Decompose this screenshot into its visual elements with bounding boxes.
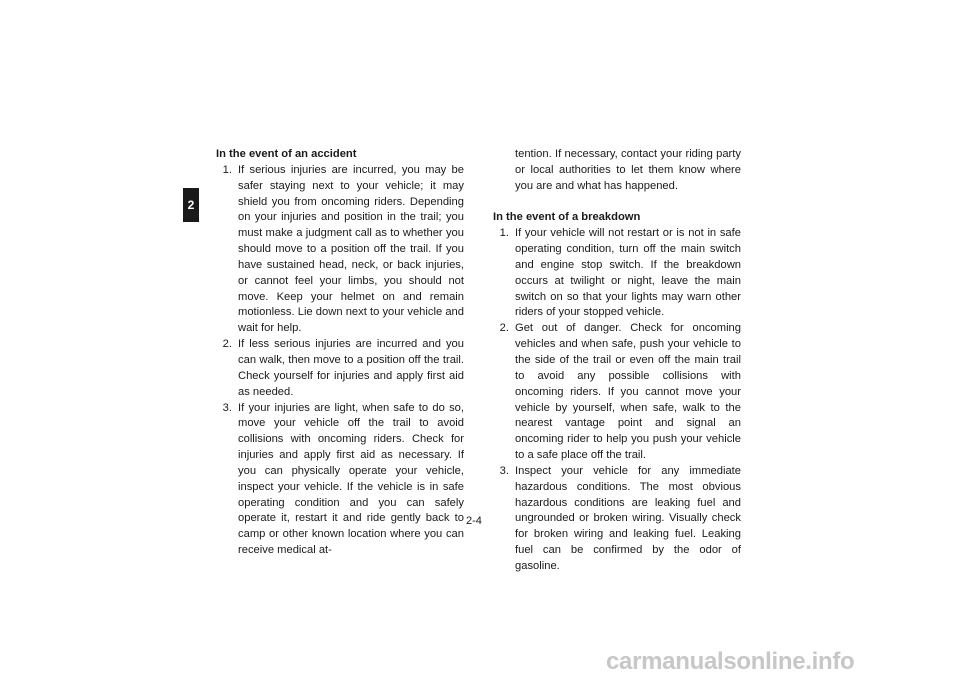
right-column [493, 147, 741, 575]
list-item [216, 337, 464, 400]
list-item [493, 464, 741, 575]
paragraph-spacer [493, 195, 741, 211]
list-item [493, 226, 741, 321]
list-item-number: 1. [222, 163, 232, 176]
list-item-number: 3. [499, 464, 509, 477]
list-item-number: 2. [499, 322, 509, 335]
list-item-text: If your injuries are light, when safe to do so, move your vehicle off the trail to avoid collisions with oncoming riders. Check for injuries and apply first aid as necessary. If you can physically operate your vehicle, inspect your vehicle. If the vehicle is in safe operating condition and you can safely operate it, restart it and ride gently back to camp or other known location where you can receive medical at- [238, 401, 464, 557]
list-item [216, 163, 464, 337]
list-item [493, 321, 741, 464]
chapter-tab-number: 2 [187, 198, 195, 212]
list-item-text: Get out of danger. Check for oncoming vehicles and when safe, push your vehicle to the side of the trail or even off the main trail to avoid any possible collisions with oncoming riders. If you cannot move your vehicle by yourself, when safe, walk to the nearest vantage point and signal an oncoming rider to help you push your vehicle to a safe place off the trail. [515, 322, 741, 462]
list-item-text: If serious injuries are incurred, you may be safer staying next to your vehicle; it may shield you from oncoming riders. Depending on your injuries and position in the trail; you must make a judgment call as to whether you should move to a position off the trail. If you have sustained head, neck, or back injuries, or cannot feel your limbs, you should not move. Keep your helmet on and remain motionless. Lie down next to your vehicle and wait for help. [238, 163, 464, 335]
watermark: carmanualsonline.info [606, 648, 855, 675]
list-item-text: Inspect your vehicle for any immediate hazardous conditions. The most obvious hazardous conditions are leaking fuel and ungrounded or broken wiring. Visually check for broken wiring and leaking fuel. Leaking fuel can be confirmed by the odor of gasoline. [515, 464, 741, 572]
breakdown-heading: In the event of a breakdown [493, 211, 641, 224]
list-item-text: If less serious injuries are incurred and you can walk, then move to a position off the trail. Check yourself for injuries and apply first aid as needed. [238, 338, 464, 398]
list-item-number: 1. [499, 227, 509, 240]
continuation-text: tention. If necessary, contact your riding party or local authorities to let them know where you are and what has happened. [515, 148, 741, 192]
accident-heading: In the event of an accident [216, 148, 357, 160]
list-item [216, 401, 464, 559]
list-item-number: 3. [222, 401, 232, 414]
left-column [216, 147, 464, 559]
page-number: 2-4 [466, 515, 482, 527]
list-item-number: 2. [222, 338, 232, 351]
chapter-tab [183, 188, 199, 222]
list-item-text: If your vehicle will not restart or is not in safe operating condition, turn off the main switch and engine stop switch. If the breakdown occurs at twilight or night, leave the main switch on so that your lights may warn other riders of your stopped vehicle. [515, 227, 741, 319]
